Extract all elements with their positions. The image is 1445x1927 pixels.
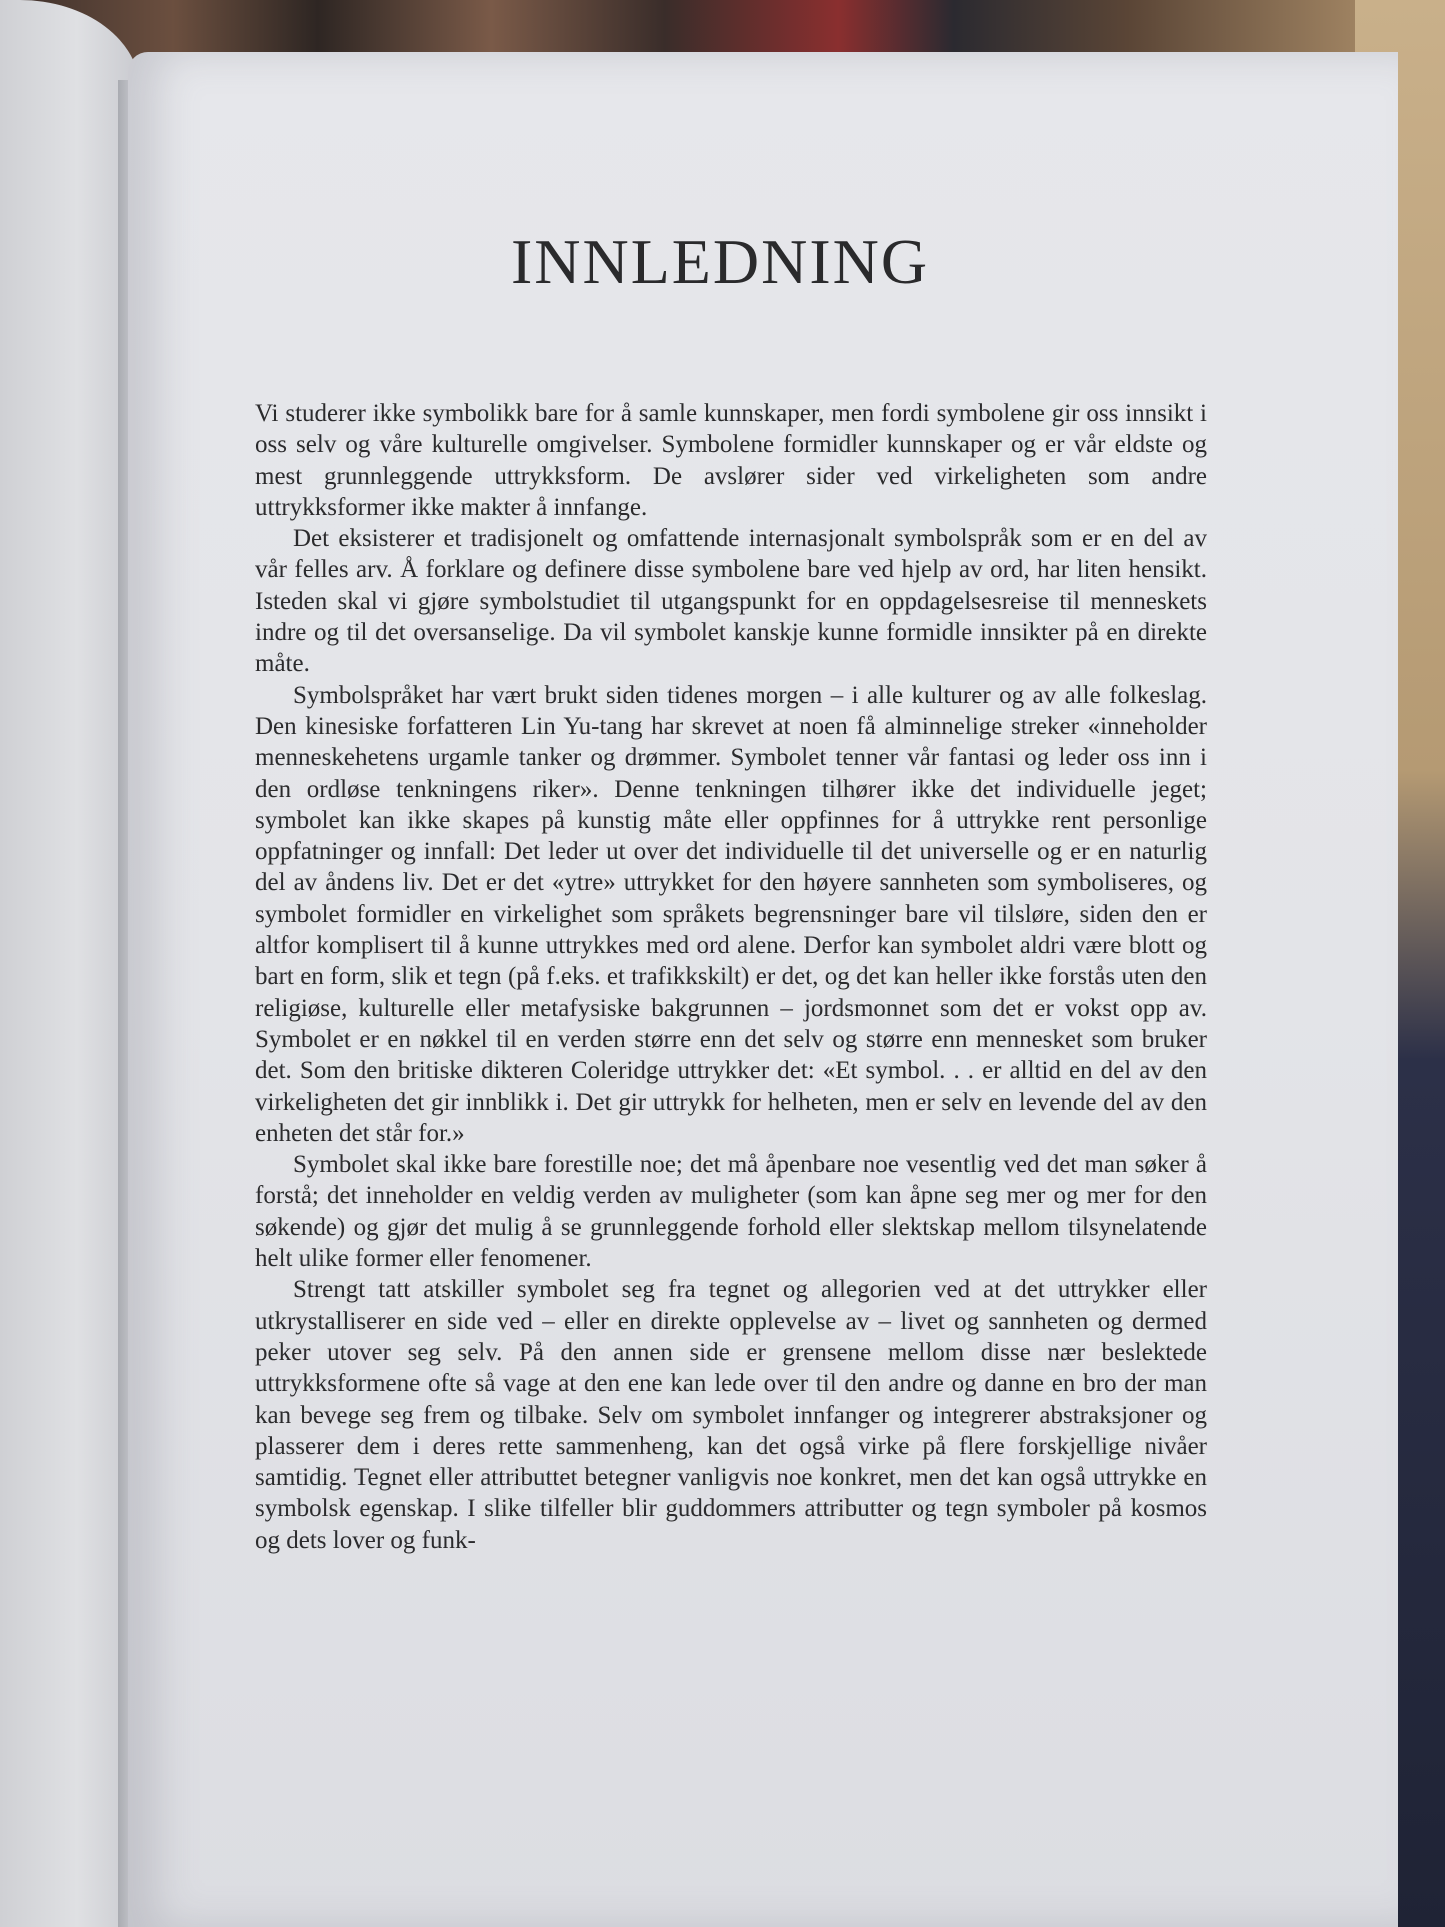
paragraph-2: Det eksisterer et tradisjonelt og omfattende internasjonalt symbolspråk som er en del av vår felles arv. Å forklare og definere disse symbolene bare ved hjelp av ord, har liten hensikt. Isteden skal vi gjøre symbolstudiet til utgangspunkt for en oppdagelsesreise til menneskets indre og til det oversanselige. Da vil symbolet kanskje kunne formidle innsikter på en direkte måte. <box>255 525 1207 678</box>
paragraph-4: Symbolet skal ikke bare forestille noe; det må åpenbare noe vesentlig ved det man søker å forstå; det inneholder en veldig verden av muligheter (som kan åpne seg mer og mer for den søkende) og gjør det mulig å se grunnleggende forhold eller slektskap mellom tilsynelatende helt ulike former eller fenomener. <box>255 1151 1207 1273</box>
chapter-title: INNLEDNING <box>510 226 930 297</box>
body-text <box>255 398 1207 1556</box>
paragraph-5: Strengt tatt atskiller symbolet seg fra tegnet og allegorien ved at det uttrykker eller utkrystalliserer en side ved – eller en direkte opplevelse av – livet og sannheten og dermed peker utover seg selv. På den annen side er grensene mellom disse nær beslektede uttrykksformene ofte så vage at den ene kan lede over til den andre og danne en bro der man kan bevege seg frem og tilbake. Selv om symbolet innfanger og integrerer abstraksjoner og plasserer dem i deres rette sammenheng, kan det også virke på flere forskjellige nivåer samtidig. Tegnet eller attributtet betegner vanligvis noe konkret, men det kan også uttrykke en symbolsk egenskap. I slike tilfeller blir guddommers attributter og tegn symboler på kosmos og dets lover og funk- <box>255 1276 1207 1554</box>
paragraph-1: Vi studerer ikke symbolikk bare for å samle kunnskaper, men fordi symbolene gir oss innsikt i oss selv og våre kulturelle omgivelser. Symbolene formidler kunnskaper og er vår eldste og mest grunnleggende uttrykksform. De avslører sider ved virkeligheten som andre uttrykksformer ikke makter å innfange. <box>255 400 1207 521</box>
paragraph-3: Symbolspråket har vært brukt siden tidenes morgen – i alle kulturer og av alle folkeslag. Den kinesiske forfatteren Lin Yu-tang har skrevet at noen få alminnelige streker «inneholder menneskehetens urgamle tanker og drømmer. Symbolet tenner vår fantasi og leder oss inn i den ordløse tenkningens riker». Denne tenkningen tilhører ikke det individuelle jeget; symbolet kan ikke skapes på kunstig måte eller oppfinnes for å uttrykke rent personlige oppfatninger og innfall: Det leder ut over det individuelle til det universelle og er en naturlig del av åndens liv. Det er det «ytre» uttrykket for den høyere sannheten som symboliseres, og symbolet formidler en virkelighet som språkets begrensninger bare vil tilsløre, siden den er altfor komplisert til å kunne uttrykkes med ord alene. Derfor kan symbolet aldri være blott og bart en form, slik et tegn (på f.eks. et trafikkskilt) er det, og det kan heller ikke forstås uten den religiøse, kulturelle eller metafysiske bakgrunnen – jordsmonnet som det er vokst opp av. Symbolet er en nøkkel til en verden større enn det selv og større enn mennesket som bruker det. Som den britiske dikteren Coleridge uttrykker det: «Et symbol. . . er alltid en del av den virkeligheten det gir innblikk i. Det gir uttrykk for helheten, men er selv en levende del av den enheten det står for.» <box>255 681 1207 1147</box>
